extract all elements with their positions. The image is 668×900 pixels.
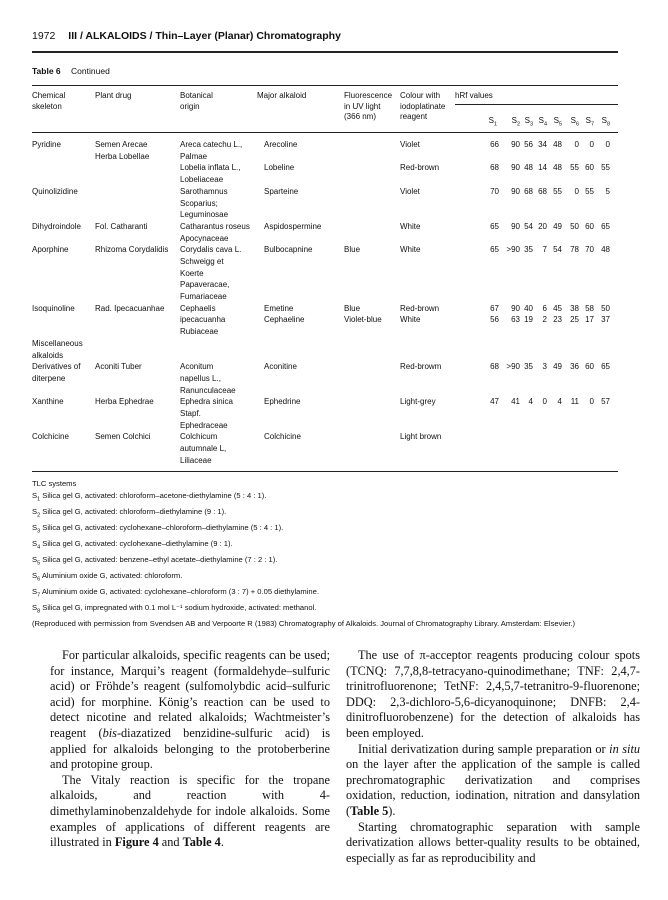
hr-value: 58 [585,303,594,313]
table-bottom-rule [32,471,618,472]
cell-colour: Red-brown White [400,303,440,325]
cell-fluorescence: Blue [344,245,361,255]
cell-colour: Violet [400,186,420,196]
body-paragraph [50,648,330,773]
hr-value: 68 [490,163,499,173]
hr-value: 70 [585,245,594,255]
hr-values-line [32,420,618,432]
hr-system-header: $S_8$ [601,116,610,128]
cell-botanical: Cephaelis ipecacuanha Rubiaceae [180,303,226,337]
hr-value: 55 [570,163,579,173]
tlc-system-item [32,538,622,554]
hr-values [32,303,618,338]
hr-value: 49 [553,362,562,372]
hr-values-line [32,291,618,303]
hr-value: 50 [570,221,579,231]
hr-value: 0 [574,140,579,149]
hr-value: 19 [524,315,533,325]
hr-values-line [32,431,618,443]
paragraph-text: The use of π-acceptor reagents producing colour spots (TCNQ: 7,7,8,8-tetracyano-quinodimethane; TNF: 2,4,7-trinitrofluorenone; TetNF: 2,4,5,7-tetranitro-9-fluorenone; DDQ: 2,3-dichloro-5,6-dicyanoquinone; DNFB: 2,4-dinitrofluorobenzene) for the detection of alkaloids has been employed. [346,648,640,740]
hr-system-header: $S_4$ [538,116,547,128]
hr-value: 5 [605,186,610,196]
body-paragraph [346,820,640,867]
table-row [32,431,618,466]
cell-alkaloid: Sparteine [264,186,299,196]
hr-values [32,431,618,466]
hr-value: 38 [570,303,579,313]
hr-value: 40 [524,303,533,313]
hr-values [32,244,618,302]
cell-fluorescence: Blue Violet-blue [344,303,382,325]
cell-skeleton: Colchicine [32,432,69,442]
tlc-system-item [32,490,622,506]
hr-value: >90 [506,245,520,255]
hr-value: 36 [570,362,579,372]
tlc-system-description: Silica gel G, activated: benzene–ethyl acetate–diethylamine (7 : 2 : 1). [40,554,278,564]
header-hr-values: hRf values [455,91,493,100]
cell-plant: Herba Ephedrae [95,397,154,407]
hr-subrule [455,104,618,105]
table-body [32,139,618,467]
hr-value: 68 [524,186,533,196]
cell-botanical: Colchicum autumnale L, Liliaceae [180,432,227,465]
tlc-system-index: 5 [37,560,41,567]
hr-value: 70 [490,186,499,196]
cell-botanical: Corydalis cava L. Schweigg et Koerte Papaveracae, Fumariaceae [180,245,242,302]
hr-values [32,139,618,186]
cell-skeleton: Miscellaneous alkaloids [32,338,83,360]
hr-value: 11 [570,397,579,407]
hr-values-line [32,455,618,467]
cell-colour: Light-grey [400,397,436,407]
hr-value: 68 [490,362,499,372]
table-row [32,396,618,431]
hr-value: 4 [557,397,562,407]
cell-skeleton: Xanthine [32,397,64,407]
table-caption [32,66,110,76]
cell-plant: Semen Arecae Herba Lobellae [95,140,150,161]
tlc-system-description: Silica gel G, activated: chloroform–acetone-diethylamine (5 : 4 : 1). [40,490,267,500]
tlc-system-index: 4 [37,544,41,551]
hr-value: 7 [542,245,547,255]
cell-alkaloid: Ephedrine [264,397,301,407]
hr-value: 60 [585,163,594,173]
hr-values-line [32,279,618,291]
paragraph-text: bis [102,725,117,740]
hr-value: 65 [490,245,499,255]
hr-value: 14 [538,163,547,173]
tlc-system-index: 1 [37,496,41,503]
header-botanical: Botanical origin [180,91,213,111]
table-row [32,139,618,186]
cell-colour: White [400,245,421,255]
hr-value: 48 [553,140,562,149]
cell-colour: Violet Red-brown [400,140,440,173]
cell-alkaloid: Colchicine [264,432,301,442]
body-column-left [50,648,330,851]
tlc-system-symbol: S [32,586,38,596]
paragraph-text: on the layer after the application of the sample is called prechromatographic derivatization and comprises oxidation, reduction, iodination, nitration and dansylation ( [346,757,640,818]
hr-value: 63 [511,315,520,325]
hr-value: 60 [585,362,594,372]
hr-value: 48 [524,163,533,173]
paragraph-text: For particular alkaloids, specific reagents can be used; for instance, Marqui’s reagent (formaldehyde–sulfuric acid) or Fröhde’s reagent (sulfomolybdic acid–sulfuric acid) for morphine. König’s reaction can be used to detect nicotine and related alkaloids; Wachtmeister’s reagent ( [50,648,330,740]
hr-value: 56 [490,315,499,325]
header-rule [32,51,618,53]
header-plant: Plant drug [95,91,132,100]
tlc-system-description: Silica gel G, activated: chloroform–diethylamine (9 : 1). [40,506,227,516]
table-row [32,221,618,244]
hr-values-line [32,314,618,326]
hr-value: 54 [524,221,533,231]
running-header [32,30,341,42]
cell-alkaloid: Aspidospermine [264,221,322,231]
hr-value: 55 [585,186,594,196]
table-row [32,244,618,303]
hr-value: 60 [585,221,594,231]
page-number: 1972 [32,30,56,42]
cell-plant: Fol. Catharanti [95,221,148,231]
hr-values [32,186,618,221]
hr-value: 65 [601,221,610,231]
paragraph-text: Initial derivatization during sample preparation or [358,741,610,756]
cell-skeleton: Pyridine [32,140,61,149]
table-source: (Reproduced with permission from Svendsen AB and Verpoorte R (1983) Chromatography of Alkaloids. Journal of Chromatography Library. Amsterdam: Elsevier.) [32,618,576,628]
body-column-right [346,648,640,866]
hr-values-line [32,443,618,455]
tlc-system-item [32,586,622,602]
cell-skeleton: Derivatives of diterpene [32,362,81,383]
tlc-system-item [32,522,622,538]
header-skeleton: Chemical skeleton [32,91,66,111]
hr-value: 34 [538,140,547,149]
hr-system-header: $S_5$ [553,116,562,128]
tlc-system-symbol: S [32,554,38,564]
hr-value: 48 [553,163,562,173]
hr-values-line [32,385,618,397]
hr-value: 90 [511,303,520,313]
hr-system-header: $S_3$ [524,116,533,128]
hr-values-line [32,174,618,186]
cross-reference: Table 5 [350,803,389,818]
hr-values-line [32,139,618,151]
paragraph-text: and [158,835,183,850]
paragraph-text: . [220,835,224,850]
hr-values-line [32,197,618,209]
hr-values-line [32,268,618,280]
cell-colour: Light brown [400,432,442,442]
hr-value: 0 [589,397,594,407]
cell-alkaloid: Aconitine [264,362,297,372]
tlc-systems [32,478,622,629]
hr-value: >90 [506,362,520,372]
hr-value: 54 [553,245,562,255]
tlc-system-index: 8 [37,608,41,615]
hr-value: 90 [511,163,520,173]
cell-skeleton: Isoquinoline [32,303,75,313]
hr-value: 49 [553,221,562,231]
hr-values [32,221,618,244]
hr-value: 48 [601,245,610,255]
cross-reference: Table 4 [182,835,221,850]
header-colour: Colour with iodoplatinate reagent [400,91,446,121]
hr-value: 90 [511,140,520,149]
hr-values-line [32,396,618,408]
hr-value: 37 [601,315,610,325]
tlc-system-item [32,602,622,618]
hr-value: 90 [511,186,520,196]
hr-value: 23 [553,315,562,325]
paragraph-text: The Vitaly reaction is specific for the tropane alkaloids, and reaction with 4-dimethylaminobenzaldehyde for indole alkaloids. Some examples of applications of different reagents are illustrated in [50,772,330,850]
cell-colour: Red-browm [400,362,442,372]
running-title: III / ALKALOIDS / Thin–Layer (Planar) Chromatography [68,30,341,42]
tlc-system-description: Silica gel G, impregnated with 0.1 mol L⁻¹ sodium hydroxide, activated: methanol. [40,602,317,612]
paragraph-text: ). [388,803,396,818]
hr-values-line [32,256,618,268]
hr-values-line [32,233,618,245]
tlc-system-index: 7 [37,592,41,599]
hr-values-line [32,408,618,420]
hr-values-line [32,326,618,338]
table-header-rule [32,132,618,133]
hr-value: 0 [542,397,547,407]
hr-system-header: $S_2$ [511,116,520,128]
hr-value: 35 [524,362,533,372]
hr-value: 6 [542,303,547,313]
body-paragraph [346,648,640,742]
cell-colour: White [400,221,421,231]
hr-values-line [32,221,618,233]
cell-alkaloid: Arecoline Lobeline [264,140,298,173]
body-paragraph [50,773,330,851]
hr-value: 68 [538,186,547,196]
paragraph-text: in situ [609,741,641,756]
hr-system-header: $S_7$ [585,116,594,128]
hr-value: 0 [605,140,610,149]
cell-botanical: Areca catechu L., Palmae Lobelia inflata L., Lobeliaceae [180,140,243,185]
hr-value: 55 [553,186,562,196]
hr-values [32,361,618,396]
hr-value: 67 [490,303,499,313]
body-paragraph [346,742,640,820]
hr-value: 3 [542,362,547,372]
cross-reference: Figure 4 [114,835,159,850]
tlc-system-symbol: S [32,522,38,532]
paragraph-text: -diazatized benzidine-sulfuric acid) is applied for alkaloids belonging to the protoberberine and protopine group. [50,725,330,772]
hr-value: 65 [601,362,610,372]
hr-values-line [32,186,618,198]
tlc-system-index: 6 [37,576,41,583]
hr-value: 78 [570,245,579,255]
tlc-system-symbol: S [32,570,38,580]
hr-value: 25 [570,315,579,325]
cell-botanical: Ephedra sinica Stapf. Ephedraceae [180,397,233,430]
hr-value: 65 [490,221,499,231]
hr-values-line [32,361,618,373]
hr-values-line [32,162,618,174]
cell-botanical: Aconitum napellus L., Ranunculaceae [180,362,236,395]
hr-value: 2 [542,315,547,325]
tlc-system-description: Silica gel G, activated: cyclohexane–chloroform–diethylamine (5 : 4 : 1). [40,522,284,532]
hr-values [32,338,618,361]
table-row [32,338,618,361]
table-row [32,303,618,338]
tlc-system-item [32,570,622,586]
cell-plant: Aconiti Tuber [95,362,142,372]
tlc-system-description: Aluminium oxide G, activated: cyclohexane–chloroform (3 : 7) + 0.05 diethylamine. [40,586,319,596]
hr-values-line [32,244,618,256]
hr-value: 17 [585,315,594,325]
hr-value: 47 [490,397,499,407]
cell-alkaloid: Emetine Cephaeline [264,303,305,325]
cell-botanical: Catharantus roseus Apocynaceae [180,221,250,243]
tlc-system-symbol: S [32,490,38,500]
cell-skeleton: Aporphine [32,245,69,255]
table-caption-text: Continued [71,66,110,76]
tlc-system-symbol: S [32,506,38,516]
tlc-title: TLC systems [32,479,77,488]
table-row [32,361,618,396]
hr-value: 4 [528,397,533,407]
hr-value: 0 [589,140,594,149]
hr-value: 57 [601,397,610,407]
table-top-rule [32,85,618,86]
hr-value: 56 [524,140,533,149]
hr-values-line [32,338,618,350]
cell-plant: Semen Colchici [95,432,151,442]
cell-skeleton: Quinolizidine [32,186,78,196]
tlc-system-description: Aluminium oxide G, activated: chloroform. [40,570,183,580]
hr-values [32,396,618,431]
cell-botanical: Sarothamnus Scoparius; Leguminosae [180,186,229,220]
hr-value: 55 [601,163,610,173]
paragraph-text: Starting chromatographic separation with sample derivatization allows better-quality results to be obtained, especially as far as reproducibility and [346,819,640,865]
header-fluorescence: Fluorescence in UV light (366 nm) [344,91,393,121]
cell-plant: Rad. Ipecacuanhae [95,303,165,313]
tlc-system-item [32,506,622,522]
hr-values-line [32,373,618,385]
cell-plant: Rhizoma Corydalidis [95,245,169,255]
cell-alkaloid: Bulbocapnine [264,245,313,255]
table-row [32,186,618,221]
hr-values-line [32,303,618,315]
hr-value: 20 [538,221,547,231]
tlc-system-symbol: S [32,538,38,548]
table-label: Table 6 [32,66,61,76]
tlc-system-item [32,554,622,570]
hr-value: 45 [553,303,562,313]
hr-value: 50 [601,303,610,313]
hr-value: 0 [574,186,579,196]
tlc-system-description: Silica gel G, activated: cyclohexane–diethylamine (9 : 1). [40,538,233,548]
hr-value: 90 [511,221,520,231]
hr-system-header: $S_1$ [488,116,497,128]
hr-value: 41 [511,397,520,407]
hr-values-line [32,151,618,163]
tlc-system-index: 3 [37,528,41,535]
header-alkaloid: Major alkaloid [257,91,307,100]
tlc-system-index: 2 [37,512,41,519]
hr-value: 35 [524,245,533,255]
hr-system-header: $S_6$ [570,116,579,128]
hr-value: 66 [490,140,499,149]
hr-values-line [32,350,618,362]
tlc-system-symbol: S [32,602,38,612]
hr-values-line [32,209,618,221]
cell-skeleton: Dihydroindole [32,221,81,231]
